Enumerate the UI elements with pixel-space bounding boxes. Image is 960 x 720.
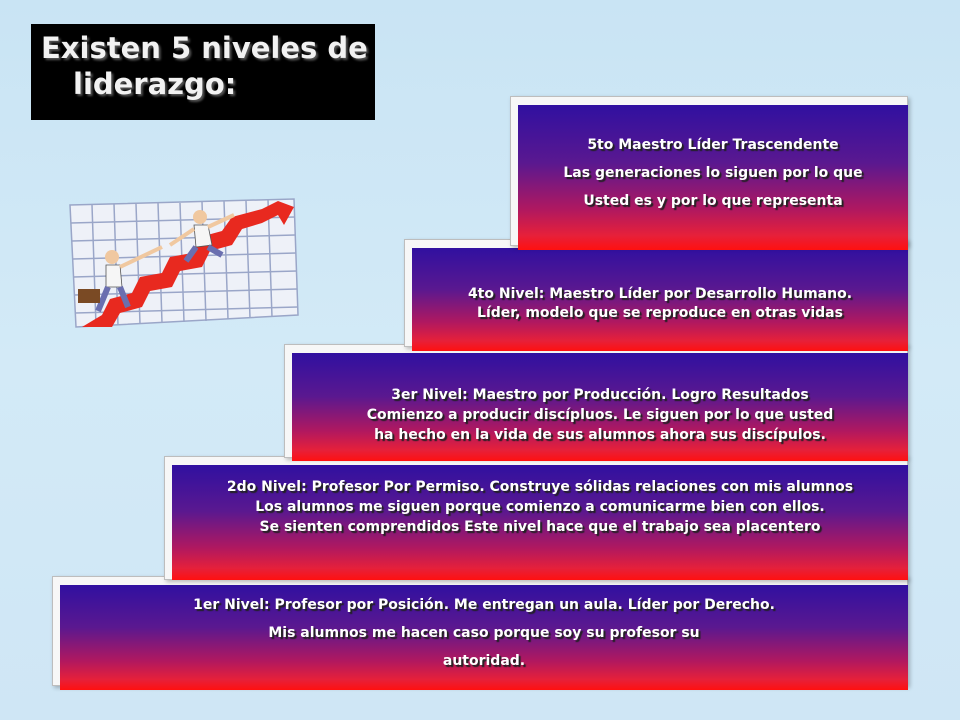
- level-4-line-2: Líder, modelo que se reproduce en otras vidas: [477, 305, 843, 321]
- level-3-line-3: ha hecho en la vida de sus alumnos ahora sus discípulos.: [374, 427, 826, 443]
- level-1-line-3: autoridad.: [442, 653, 526, 669]
- level-2-line-3: Se sienten comprendidos Este nivel hace que el trabajo sea placentero: [259, 519, 821, 535]
- level-4-line-1: 4to Nivel: Maestro Líder por Desarrollo Humano.: [467, 286, 853, 302]
- level-5-line-2: Las generaciones lo siguen por lo que: [563, 165, 863, 181]
- level-2-box: [172, 465, 908, 580]
- title-line-2: liderazgo:: [73, 67, 237, 101]
- level-5-line-3: Usted es y por lo que representa: [583, 193, 843, 209]
- level-5-line-1: 5to Maestro Líder Trascendente: [587, 137, 839, 153]
- level-3-line-2: Comienzo a producir discípluos. Le siguen por lo que usted: [366, 407, 834, 423]
- level-4-box: [412, 248, 908, 351]
- level-3-line-1: 3er Nivel: Maestro por Producción. Logro Resultados: [391, 387, 809, 403]
- level-2-line-1: 2do Nivel: Profesor Por Permiso. Construye sólidas relaciones con mis alumnos: [226, 479, 854, 495]
- level-3-box: [292, 353, 908, 461]
- level-1-box: [60, 585, 908, 690]
- title-line-1: Existen 5 niveles de: [41, 31, 368, 65]
- level-1-line-2: Mis alumnos me hacen caso porque soy su profesor su: [268, 625, 700, 641]
- level-2-line-2: Los alumnos me siguen porque comienzo a comunicarme bien con ellos.: [255, 499, 825, 515]
- level-5-box: [518, 105, 908, 250]
- title-box: [31, 24, 375, 120]
- level-1-line-1: 1er Nivel: Profesor por Posición. Me entregan un aula. Líder por Derecho.: [193, 597, 775, 613]
- climbing-arrow-illustration-icon: [62, 195, 302, 335]
